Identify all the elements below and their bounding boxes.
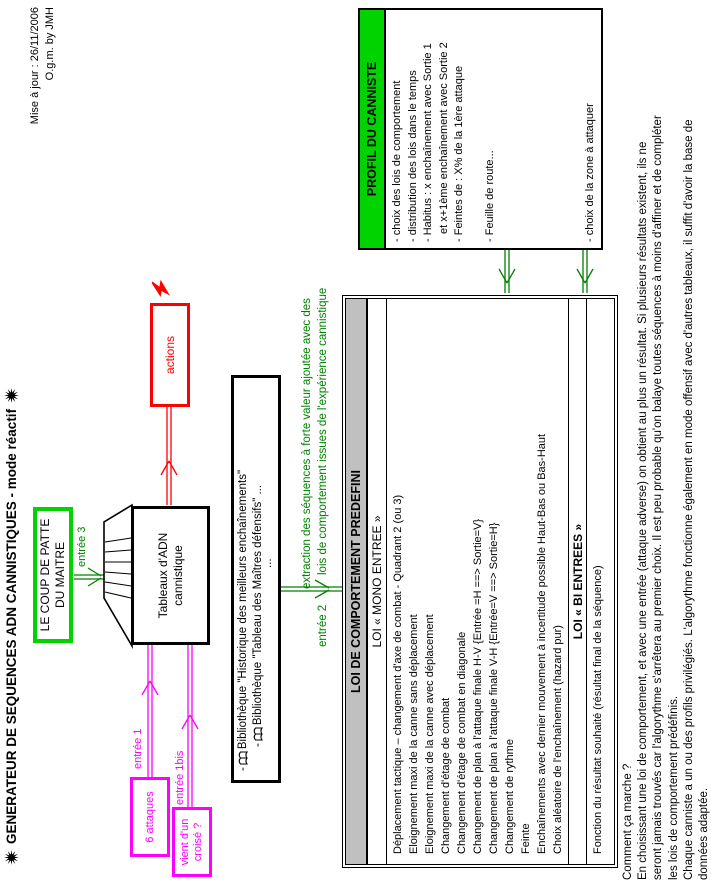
loi-bi-item: Fonction du résultat souhaité (résultat final de la séquence) — [592, 565, 604, 854]
profil-bottom-item: - choix de la zone à attaquer — [584, 103, 596, 242]
profil-item: - distribution des lois dans le temps — [406, 70, 419, 242]
loi-item: Changement de rythme — [504, 739, 516, 854]
coup-line1: LE COUP DE PATTE — [38, 518, 52, 632]
six-attaques-label: 6 attaques — [144, 791, 156, 843]
entree1-label: entrée 1 — [132, 728, 144, 769]
library-line2 — [252, 485, 264, 747]
actions-arrow — [160, 407, 178, 505]
how-line: En choisissant une loi de comportement, et avec une entrée (attaque adverse) on obtient au plus un résultat. Si plusieurs résultats existent, ils ne — [637, 141, 650, 880]
loi-item-list — [387, 299, 568, 864]
update-date: Mise à jour : 26/11/2006 — [29, 7, 41, 125]
library-line1 — [237, 470, 249, 771]
profil-item: - Feintes de : X% de la 1ère attaque — [453, 65, 465, 242]
profil-item: - choix des lois de comportement — [391, 80, 403, 242]
update-info — [28, 7, 58, 285]
tableaux-adn-box — [131, 506, 210, 645]
how-line: données adaptée. — [698, 787, 711, 880]
loi-mono-header: LOI « MONO ENTREE » — [368, 299, 387, 864]
profil-item-list — [386, 10, 498, 248]
starburst-icon — [4, 850, 19, 865]
page-title-text: GENERATEUR DE SEQUENCES ADN CANNISTIQUES - mode réactif — [4, 408, 19, 844]
loi-bi-header: LOI « BI ENTREES » — [568, 299, 587, 864]
loi-item: Eloignement maxi de la canne sans déplacement — [408, 614, 420, 854]
how-line: seront jamais trouvés car l'algorythme s'arrêtera au premier choix. Il est peu probable qu'on balaye toutes séquences à moins d'affiner et de compléter — [652, 115, 665, 880]
actions-label: actions — [163, 335, 177, 375]
croise-line2: croisé ? — [192, 822, 204, 862]
how-line: les lois de comportement prédéfinis. — [667, 695, 680, 880]
credit: O.g.m. by JMH — [44, 7, 56, 81]
profil-header: PROFIL DU CANNISTE — [360, 10, 386, 248]
starburst-icon — [4, 388, 19, 403]
profil-loi-connector — [498, 250, 516, 293]
library-box — [231, 375, 281, 783]
profil-loi-connector — [576, 250, 594, 293]
spacer — [468, 10, 483, 242]
how-line: Chaque canniste a un ou des profils privilégiés. L'algorythme fonctionne également en mode offensif avec d'autres tableaux, il suffit d'avoir la base de — [682, 119, 695, 880]
loi-item: Changement d'étage de combat en diagonale — [456, 631, 468, 854]
loi-item: Enchaînements avec dernier mouvement à incertitude possible Haut-Bas ou Bas-Haut — [536, 433, 548, 854]
loi-item: Déplacement tactique – changement d'axe de combat - Quadrant 2 (ou 3) — [392, 494, 404, 854]
dash: - — [252, 743, 264, 747]
profil-item: - Habitus : x enchaînement avec Sortie 1 — [422, 43, 434, 242]
library-more: ... — [262, 558, 274, 568]
library-line2-text: Bibliothèque "Tableau des Maîtres défensifs" ... — [252, 484, 264, 726]
loi-item: Changement de plan à l'attaque finale V-H {Entrée=V ==> Sortie=H} — [488, 522, 500, 854]
loi-item: Feinte — [520, 823, 532, 854]
tableaux-line1: Tableaux d'ADN — [155, 532, 170, 619]
extraction-line1: extraction des séquences à forte valeur ajoutée avec des — [301, 298, 313, 589]
loi-item: Eloignement maxi de la canne avec déplacement — [424, 614, 436, 854]
profil-item: - Feuille de route... — [483, 150, 496, 242]
tables-stack-icon — [100, 494, 134, 656]
coup-line2: DU MAITRE — [53, 542, 67, 608]
coup-de-patte-box — [33, 507, 73, 643]
loi-header: LOI DE COMPORTEMENT PREDEFINI — [346, 299, 368, 864]
extraction-line2: lois de comportement issues de l'expérience cannistique — [317, 287, 329, 575]
entree3-label: entrée 3 — [76, 526, 88, 567]
profil-canniste-box — [358, 8, 603, 250]
page-title — [4, 388, 19, 865]
entree1bis-arrow — [181, 645, 199, 807]
six-attaques-box — [130, 777, 170, 857]
entree2-label: entrée 2 — [317, 604, 329, 647]
loi-comportement-box — [342, 295, 618, 868]
how-it-works — [621, 4, 711, 880]
profil-item: et x+1ème enchaînement avec Sortie 2 — [437, 42, 450, 234]
book-icon — [238, 751, 249, 765]
entree1bis-label: entrée 1bis — [174, 750, 186, 805]
dash: - — [237, 767, 249, 771]
book-icon — [253, 727, 264, 741]
actions-box — [150, 303, 190, 407]
library-line1-text: Bibliothèque "Historique des meilleurs enchaînements" — [237, 469, 249, 750]
tableaux-line2: cannistique — [170, 545, 185, 606]
loi-item: Choix aléatoire de l'enchaînement (hazard pur) — [552, 625, 564, 854]
loi-item: Changement d'étage de combat — [440, 697, 452, 854]
lightning-icon — [150, 278, 172, 300]
entree1-arrow — [141, 645, 159, 777]
loi-item: Changement de plan à l'attaque finale H-V {Entrée =H ==> Sortie=V} — [472, 518, 484, 854]
croise-box — [172, 807, 212, 877]
how-line: Comment ça marche ? — [622, 763, 634, 880]
croise-line1: vient d'un — [179, 818, 191, 866]
